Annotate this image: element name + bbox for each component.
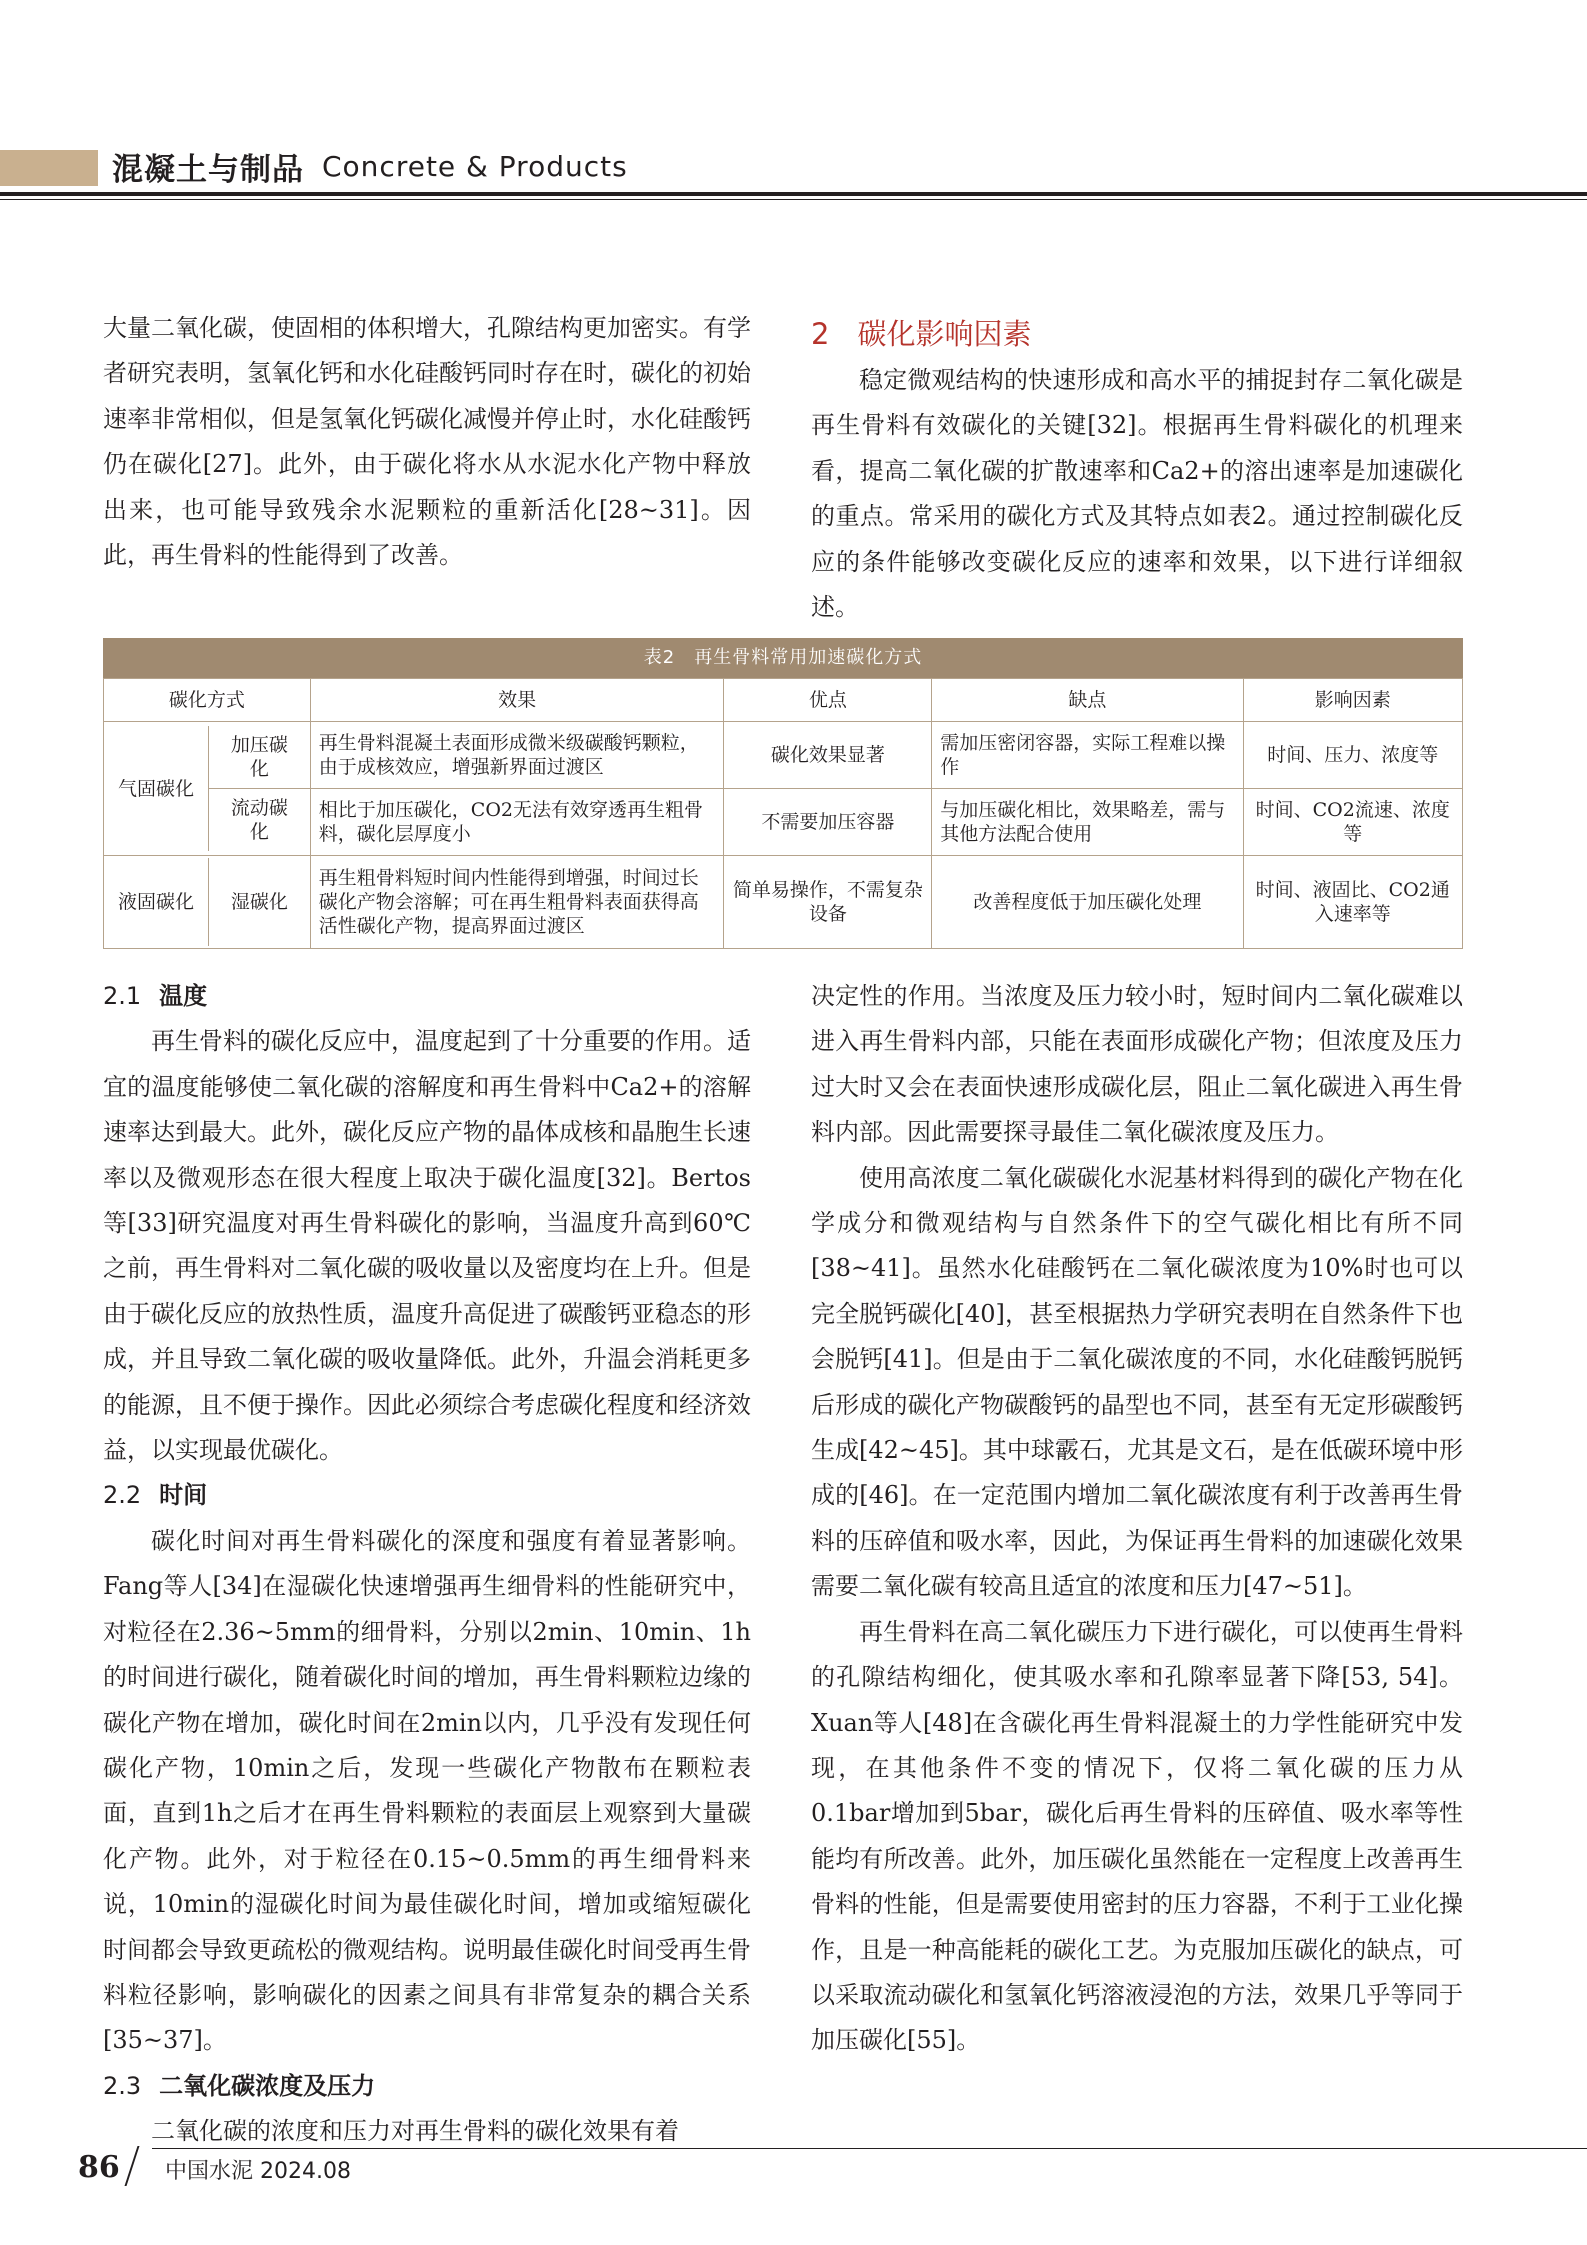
factors-cell: 时间、CO2流速、浓度等 (1243, 789, 1463, 856)
effect-cell: 再生粗骨料短时间内性能得到增强，时间过长碳化产物会溶解；可在再生粗骨料表面获得高活性碳化产物，提高界面过渡区 (310, 856, 724, 949)
paragraph: 再生骨料在高二氧化碳压力下进行碳化，可以使再生骨料的孔隙结构细化，使其吸水率和孔隙率显著下降[53, 54]。Xuan等人[48]在含碳化再生骨料混凝土的力学性能研究中发现，在其他条件不变的情况下，仅将二氧化碳的压力从0.1bar增加到5bar，碳化后再生骨料的压碎值、吸水率等性能均有所改善。此外，加压碳化虽然能在一定程度上改善再生骨料的性能，但是需要使用密封的压力容器，不利于工业化操作，且是一种高能耗的碳化工艺。为克服加压碳化的缺点，可以采取流动碳化和氢氧化钙溶液浸泡的方法，效果几乎等同于加压碳化[55]。 (811, 1617, 1463, 2055)
group-label-gas: 气固碳化 (104, 726, 209, 851)
subsection-2-2-heading (103, 1473, 751, 1518)
header-rule-thin (0, 199, 1587, 200)
paragraph: 再生骨料的碳化反应中，温度起到了十分重要的作用。适宜的温度能够使二氧化碳的溶解度和再生骨料中Ca2+的溶解速率达到最大。此外，碳化反应产物的晶体成核和晶胞生长速率以及微观形态在很大程度上取决于碳化温度[32]。Bertos等[33]研究温度对再生骨料碳化的影响，当温度升高到60℃之前，再生骨料对二氧化碳的吸收量以及密度均在上升。但是由于碳化反应的放热性质，温度升高促进了碳酸钙亚稳态的形成，并且导致二氧化碳的吸收量降低。此外，升温会消耗更多的能源，且不便于操作。因此必须综合考虑碳化程度和经济效益，以实现最优碳化。 (103, 1027, 751, 1465)
header-cell: 缺点 (932, 679, 1243, 722)
paragraph: 二氧化碳的浓度和压力对再生骨料的碳化效果有着 (151, 2117, 679, 2146)
method-cell: 湿碳化 (230, 891, 288, 913)
method-cell: 流动碳化 (230, 797, 288, 843)
journal-name-cn: 混凝土与制品 (112, 151, 304, 188)
right-column-bottom (811, 974, 1463, 2064)
pros-cell: 不需要加压容器 (724, 789, 932, 856)
group-cell (104, 722, 311, 856)
section-number: 2 (811, 317, 830, 351)
table-row (104, 722, 1463, 789)
subsection-title: 二氧化碳浓度及压力 (159, 2071, 376, 2100)
header-color-band (0, 150, 98, 186)
table-row (104, 856, 1463, 949)
paragraph: 决定性的作用。当浓度及压力较小时，短时间内二氧化碳难以进入再生骨料内部，只能在表面形成碳化产物；但浓度及压力过大时又会在表面快速形成碳化层，阻止二氧化碳进入再生骨料内部。因此需要探寻最佳二氧化碳浓度及压力。 (811, 982, 1463, 1147)
header-rule-thick (0, 192, 1587, 196)
subsection-title: 时间 (159, 1481, 208, 1510)
footer-rule (152, 2148, 1587, 2149)
subsection-title: 温度 (159, 982, 208, 1010)
method-cell: 加压碳化 (209, 726, 310, 789)
cons-cell: 需加压密闭容器，实际工程难以操作 (932, 722, 1243, 789)
cons-cell: 改善程度低于加压碳化处理 (932, 856, 1243, 949)
subsection-number: 2.3 (103, 2071, 142, 2100)
subsection-number: 2.2 (103, 1481, 142, 1510)
factors-cell: 时间、压力、浓度等 (1243, 722, 1463, 789)
subsection-2-3-heading (103, 2064, 751, 2109)
header-cell: 效果 (310, 679, 724, 722)
paragraph: 稳定微观结构的快速形成和高水平的捕捉封存二氧化碳是再生骨料有效碳化的关键[32]。根据再生骨料碳化的机理来看，提高二氧化碳的扩散速率和Ca2+的溶出速率是加速碳化的重点。常采用的碳化方式及其特点如表2。通过控制碳化反应的条件能够改变碳化反应的速率和效果，以下进行详细叙述。 (811, 366, 1463, 622)
journal-name-en: Concrete & Products (322, 149, 628, 183)
paragraph: 碳化时间对再生骨料碳化的深度和强度有着显著影响。Fang等人[34]在湿碳化快速增强再生细骨料的性能研究中，对粒径在2.36~5mm的细骨料，分别以2min、10min、1h的时间进行碳化，随着碳化时间的增加，再生骨料颗粒边缘的碳化产物在增加，碳化时间在2min以内，几乎没有发现任何碳化产物，10min之后，发现一些碳化产物散布在颗粒表面，直到1h之后才在再生骨料颗粒的表面层上观察到大量碳化产物。此外，对于粒径在0.15~0.5mm的再生细骨料来说，10min的湿碳化时间为最佳碳化时间，增加或缩短碳化时间都会导致更疏松的微观结构。说明最佳碳化时间受再生骨料粒径影响，影响碳化的因素之间具有非常复杂的耦合关系[35~37]。 (103, 1526, 751, 2055)
effect-cell: 相比于加压碳化，CO2无法有效穿透再生粗骨料，碳化层厚度小 (310, 789, 724, 856)
left-column-bottom (103, 974, 751, 2155)
factors-cell: 时间、液固比、CO2通入速率等 (1243, 856, 1463, 949)
header-cell: 影响因素 (1243, 679, 1463, 722)
subsection-2-1-heading (103, 974, 751, 1019)
subsection-number: 2.1 (103, 982, 142, 1010)
table-2 (103, 638, 1463, 949)
table-body (103, 678, 1463, 949)
footer-publication: 中国水泥 2024.08 (165, 2159, 351, 2184)
group-label-liquid: 液固碳化 (104, 858, 209, 946)
right-column-top (811, 312, 1463, 630)
header-cell: 优点 (724, 679, 932, 722)
running-header (112, 146, 628, 186)
page-number: 86 (78, 2150, 120, 2185)
pros-cell: 碳化效果显著 (724, 722, 932, 789)
section-2-heading (811, 312, 1463, 356)
effect-cell: 再生骨料混凝土表面形成微米级碳酸钙颗粒，由于成核效应，增强新界面过渡区 (310, 722, 724, 789)
cons-cell: 与加压碳化相比，效果略差，需与其他方法配合使用 (932, 789, 1243, 856)
header-cell: 碳化方式 (104, 679, 311, 722)
table-header-row (104, 679, 1463, 722)
paragraph: 大量二氧化碳，使固相的体积增大，孔隙结构更加密实。有学者研究表明，氢氧化钙和水化硅酸钙同时存在时，碳化的初始速率非常相似，但是氢氧化钙碳化减慢并停止时，水化硅酸钙仍在碳化[27]。此外，由于碳化将水从水泥水化产物中释放出来，也可能导致残余水泥颗粒的重新活化[28~31]。因此，再生骨料的性能得到了改善。 (103, 314, 751, 570)
group-cell (104, 856, 311, 949)
pros-cell: 简单易操作，不需复杂设备 (724, 856, 932, 949)
paragraph: 使用高浓度二氧化碳碳化水泥基材料得到的碳化产物在化学成分和微观结构与自然条件下的空气碳化相比有所不同[38~41]。虽然水化硅酸钙在二氧化碳浓度为10%时也可以完全脱钙碳化[40]，甚至根据热力学研究表明在自然条件下也会脱钙[41]。但是由于二氧化碳浓度的不同，水化硅酸钙脱钙后形成的碳化产物碳酸钙的晶型也不同，甚至有无定形碳酸钙生成[42~45]。其中球霰石，尤其是文石，是在低碳环境中形成的[46]。在一定范围内增加二氧化碳浓度有利于改善再生骨料的压碎值和吸水率，因此，为保证再生骨料的加速碳化效果需要二氧化碳有较高且适宜的浓度和压力[47~51]。 (811, 1163, 1463, 1601)
left-column-top (103, 306, 751, 578)
table-title: 表2 再生骨料常用加速碳化方式 (103, 638, 1463, 678)
section-title: 碳化影响因素 (857, 317, 1032, 351)
